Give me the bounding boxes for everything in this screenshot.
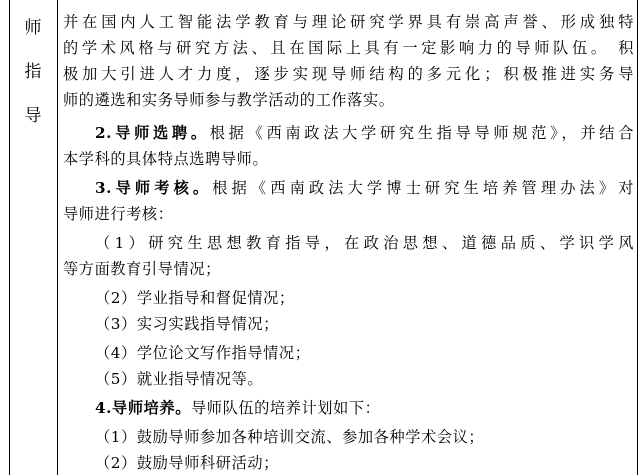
- row-label-char: 师: [24, 18, 42, 38]
- list-item: [95, 340, 634, 366]
- list-item: [95, 450, 634, 476]
- line-text: （5）就业指导情况等。: [95, 370, 264, 388]
- paragraph-line: [63, 35, 634, 61]
- row-label-char: 指: [24, 62, 42, 82]
- line-text: （1）研究生思想教育指导，在政治思想、道德品质、学识学风: [95, 234, 634, 252]
- line-text: 的学术风格与研究方法、且在国际上具有一定影响力的导师队伍。 积: [63, 39, 634, 57]
- list-item: [95, 230, 634, 256]
- row-label-cell: [10, 0, 58, 475]
- line-text: 极加大引进人才力度，逐步实现导师结构的多元化；积极推进实务导: [63, 65, 634, 83]
- paragraph-line: [63, 201, 634, 227]
- document-table: [9, 0, 638, 475]
- section-heading: 4.导师培养。: [95, 399, 191, 417]
- row-label-char: 导: [24, 106, 42, 126]
- list-item: [95, 311, 634, 337]
- paragraph-line: [63, 146, 634, 172]
- paragraph-line: [63, 256, 634, 282]
- line-text: 本学科的具体特点选聘导师。: [63, 150, 269, 168]
- list-item: [95, 366, 634, 392]
- line-text: 师的遴选和实务导师参与教学活动的工作落实。: [63, 91, 395, 109]
- line-text: （2）学业指导和督促情况；: [95, 289, 295, 307]
- section-heading: 2.导师选聘。: [95, 124, 210, 142]
- paragraph-line: [63, 61, 634, 87]
- line-text: （3）实习实践指导情况；: [95, 315, 279, 333]
- section-heading: 3.导师考核。: [95, 179, 213, 197]
- paragraph-line: [63, 87, 634, 113]
- section-heading-line: [95, 120, 634, 146]
- line-text: 导师队伍的培养计划如下：: [191, 399, 381, 417]
- section-heading-line: [95, 175, 634, 201]
- list-item: [95, 285, 634, 311]
- line-text: 并在国内人工智能法学教育与理论研究学界具有崇高声誉、形成独特: [63, 13, 634, 31]
- paragraph-line: [63, 9, 634, 35]
- line-text: 根据《西南政法大学研究生指导导师规范》，并结合: [209, 124, 634, 142]
- line-text: 导师进行考核：: [63, 205, 174, 223]
- line-text: 等方面教育引导情况；: [63, 260, 221, 278]
- line-text: （1）鼓励导师参加各种培训交流、参加各种学术会议；: [95, 428, 485, 446]
- list-item: [95, 424, 634, 450]
- section-heading-line: [95, 395, 634, 421]
- line-text: 根据《西南政法大学博士研究生培养管理办法》对: [212, 179, 634, 197]
- line-text: （2）鼓励导师科研活动；: [95, 454, 279, 472]
- content-cell: [58, 0, 637, 475]
- line-text: （4）学位论文写作指导情况；: [95, 344, 311, 362]
